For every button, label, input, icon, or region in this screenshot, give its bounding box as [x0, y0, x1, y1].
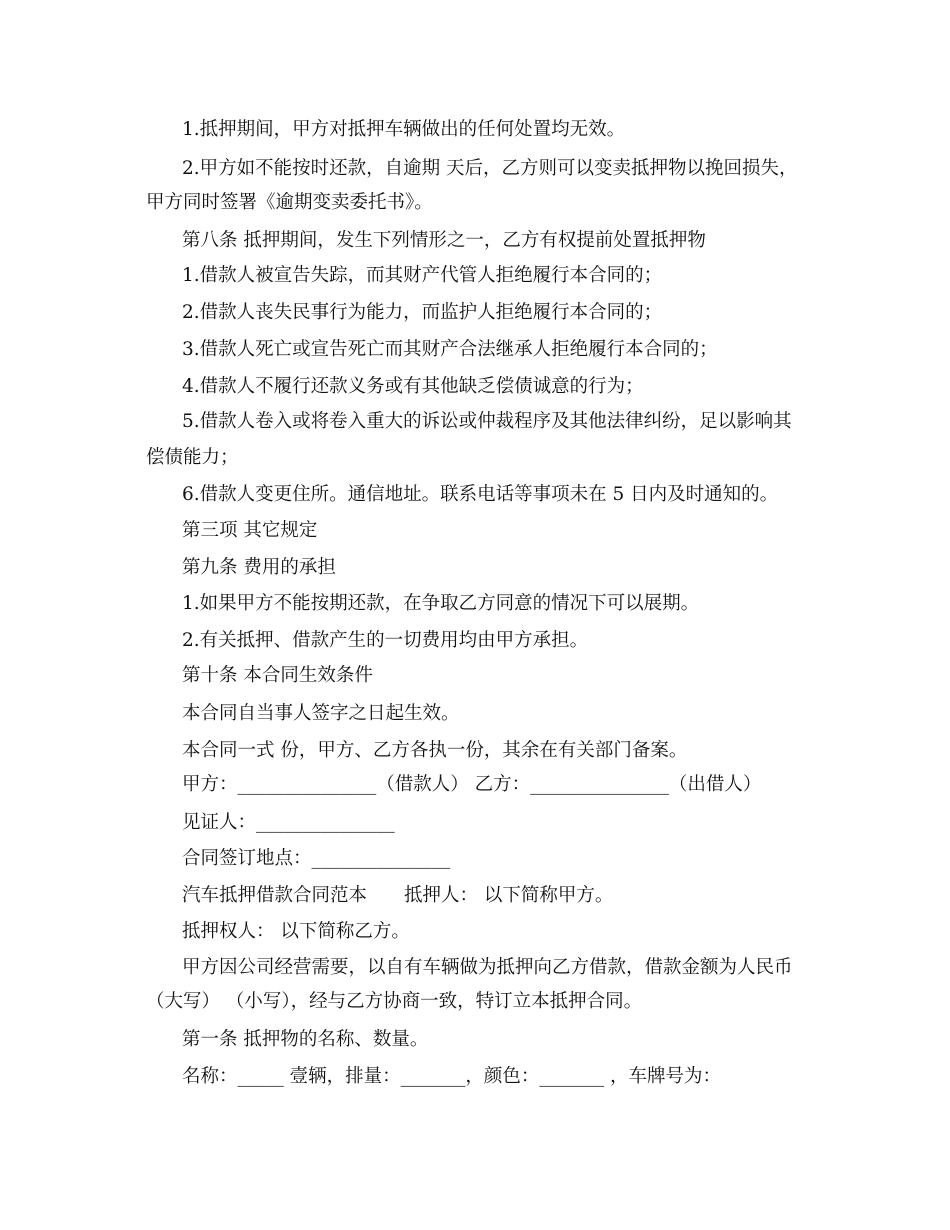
text-line: 名称：_____ 壹辆，排量：_______，颜色：_______ ，车牌号为：	[182, 1066, 722, 1087]
text-line: 甲方同时签署《逾期变卖委托书》。	[146, 192, 433, 213]
signature-line-parties: 甲方：_______________（借款人） 乙方：_______________（出借人）	[182, 774, 762, 795]
text-line: 2.借款人丧失民事行为能力，而监护人拒绝履行本合同的；	[182, 302, 663, 323]
text-line: 甲方因公司经营需要，以自有车辆做为抵押向乙方借款，借款金额为人民币	[182, 957, 793, 978]
text-line: 2.甲方如不能按时还款，自逾期 天后，乙方则可以变卖抵押物以挽回损失，	[182, 158, 798, 179]
text-line: 本合同自当事人签字之日起生效。	[182, 703, 460, 724]
text-line: 第八条 抵押期间，发生下列情形之一，乙方有权提前处置抵押物	[182, 230, 706, 251]
text-line: 1.抵押期间，甲方对抵押车辆做出的任何处置均无效。	[182, 119, 626, 140]
text-line: 1.借款人被宣告失踪，而其财产代管人拒绝履行本合同的；	[182, 265, 663, 286]
signature-line-witness: 见证人：_______________	[182, 812, 395, 833]
text-line: 汽车抵押借款合同范本 抵押人： 以下简称甲方。	[182, 885, 614, 906]
text-line: 2.有关抵押、借款产生的一切费用均由甲方承担。	[182, 630, 589, 651]
text-line: 6.借款人变更住所。通信地址。联系电话等事项未在 5 日内及时通知的。	[182, 484, 779, 505]
text-line: 1.如果甲方不能按期还款，在争取乙方同意的情况下可以展期。	[182, 593, 700, 614]
signature-line-place: 合同签订地点：_______________	[182, 848, 451, 869]
text-line: 偿债能力；	[146, 447, 239, 468]
text-line: 第十条 本合同生效条件	[182, 665, 373, 686]
text-line: 第九条 费用的承担	[182, 557, 336, 578]
text-line: 5.借款人卷入或将卷入重大的诉讼或仲裁程序及其他法律纠纷，足以影响其	[182, 411, 792, 432]
text-line: 4.借款人不履行还款义务或有其他缺乏偿债诚意的行为；	[182, 376, 644, 397]
text-line: 3.借款人死亡或宣告死亡而其财产合法继承人拒绝履行本合同的；	[182, 339, 718, 360]
text-line: 抵押权人： 以下简称乙方。	[182, 921, 410, 942]
text-line: 第三项 其它规定	[182, 520, 318, 541]
text-line: 本合同一式 份，甲方、乙方各执一份，其余在有关部门备案。	[182, 740, 688, 761]
text-line: 第一条 抵押物的名称、数量。	[182, 1029, 429, 1050]
text-line: （大写） （小写），经与乙方协商一致，特订立本抵押合同。	[146, 991, 643, 1012]
